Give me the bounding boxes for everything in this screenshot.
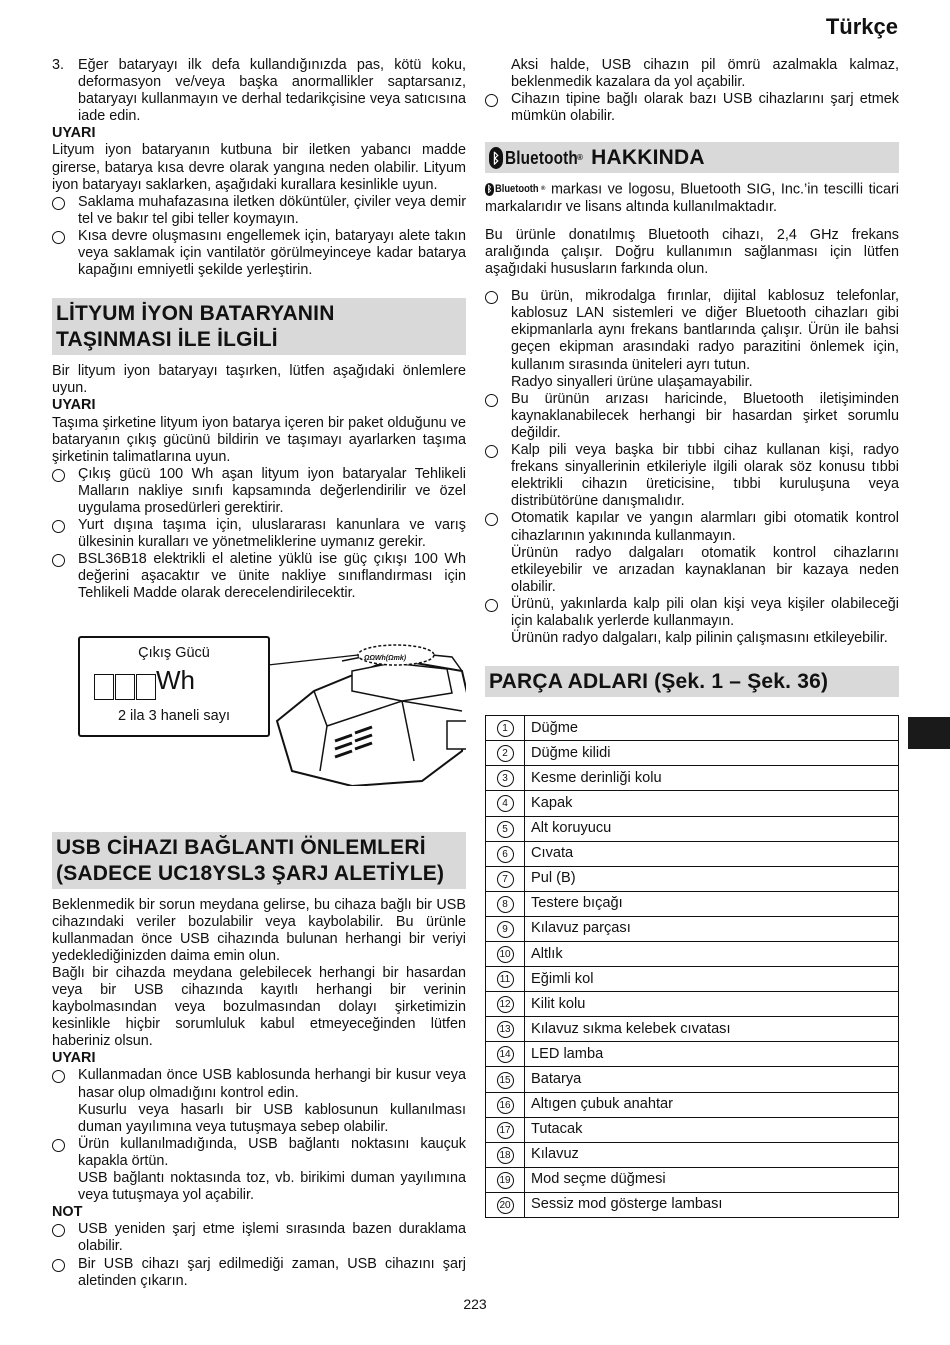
table-row xyxy=(486,816,899,841)
heading-line: (SADECE UC18YSL3 ŞARJ ALETİYLE) xyxy=(56,861,445,885)
section-heading-part-names: PARÇA ADLARI (Şek. 1 – Şek. 36) xyxy=(485,666,899,697)
bullet-item xyxy=(52,466,466,517)
part-number: 7 xyxy=(497,871,514,888)
bullet-circle-icon xyxy=(52,1139,65,1152)
part-name: LED lamba xyxy=(525,1042,899,1067)
bullet-circle-icon xyxy=(485,291,498,304)
table-row xyxy=(486,1142,899,1167)
part-name: Kılavuz xyxy=(525,1142,899,1167)
usb-paragraph-2: Bağlı bir cihazda meydana gelebilecek herhangi bir hasardan veya bir USB cihazında kayıtlı herhangi bir verinin kaybolmasından veya bozulmasından dolayı şirketimizin kesinlikle hiçbir sorumluluk kabul etmeyeceğinden lütfen haberiniz olsun. xyxy=(52,964,466,1050)
part-number-cell xyxy=(486,1042,525,1067)
bullet-text: Bu ürünün arızası haricinde, Bluetooth iletişiminden kaynaklanabilecek herhangi bir hasardan şirket sorumlu değildir. xyxy=(511,390,899,441)
item-number: 3. xyxy=(52,57,65,73)
part-number-cell xyxy=(486,1142,525,1167)
trademark-text: markası ve logosu, Bluetooth SIG, Inc.’in tescilli ticari markalarıdır ve lisans altında kullanılmaktadır. xyxy=(485,181,899,215)
part-number: 11 xyxy=(497,971,514,988)
part-number-cell xyxy=(486,866,525,891)
bullet-text: Yurt dışına taşıma için, uluslararası kanunlara ve varış ülkesinin kuralları ve yönetmeliklerine uymanız gerekir. xyxy=(78,517,466,551)
part-number: 18 xyxy=(497,1147,514,1164)
part-name: Pul (B) xyxy=(525,866,899,891)
part-name: Alt koruyucu xyxy=(525,816,899,841)
bullet-text: Çıkış gücü 100 Wh aşan lityum iyon bataryalar Tehlikeli Malların nakliye sınıfı kapsamında değerlendirilir ve özel uygulama prosedürleri gerektirir. xyxy=(78,465,466,516)
heading-line: USB CİHAZI BAĞLANTI ÖNLEMLERİ xyxy=(56,835,426,859)
table-row xyxy=(486,942,899,967)
part-number: 20 xyxy=(497,1197,514,1214)
digit-box xyxy=(136,674,156,700)
bullet-text: Kısa devre oluşmasını engellemek için, bataryayı alete takın veya saklamak için vantilatör görülmeyinceye kadar batarya kapağını emniyetli şekilde yerleştirin. xyxy=(78,227,466,279)
parts-table xyxy=(485,715,899,1218)
digit-box xyxy=(115,674,135,700)
part-number: 3 xyxy=(497,770,514,787)
bullet-text: Saklama muhafazasına iletken döküntüler, çiviler veya demir tel ve bakır tel gibi teller koymayın. xyxy=(78,193,466,227)
bullet-text: Bu ürün, mikrodalga fırınlar, dijital kablosuz telefonlar, kablosuz LAN sistemleri ve diğer Bluetooth cihazları gibi ekipmanlarla aynı frekans bantlarında çalışır. Ürün ile bahsi geçen ekipman arasındaki radyo parazitini önlemek için, kullanım sırasında üniteleri ayrı tutun. xyxy=(511,288,899,373)
part-name: Cıvata xyxy=(525,841,899,866)
callout-title: Çıkış Gücü xyxy=(138,644,210,661)
part-number-cell xyxy=(486,716,525,741)
bullet-item xyxy=(485,596,899,630)
bullet-item xyxy=(52,551,466,602)
usb-paragraph-1: Beklenmedik bir sorun meydana gelirse, bu cihaza bağlı bir USB cihazındaki veriler bozulabilir veya kaybolabilir. Bu ürünle kullanmadan önce USB cihazında bulunan herhangi bir veriyi yedeklediğinizden daima emin olun. xyxy=(52,896,466,964)
bullet-text: Kalp pili veya başka bir tıbbi cihaz kullanan kişi, radyo frekans sinyallerinin etkileriyle ilgili olarak söz konusu tıbbi elektrikli cihazın üreticisine, tıbbi kuruluşuna veya distribütörüne danışmalıdır. xyxy=(511,442,899,510)
bullet-item xyxy=(485,391,899,442)
bluetooth-wordmark: Bluetooth xyxy=(505,148,578,169)
part-name: Düğme xyxy=(525,716,899,741)
bullet-item xyxy=(52,1256,466,1290)
part-name: Kılavuz sıkma kelebek cıvatası xyxy=(525,1017,899,1042)
table-row xyxy=(486,967,899,992)
table-row xyxy=(486,1192,899,1217)
part-number: 4 xyxy=(497,795,514,812)
part-name: Sessiz mod gösterge lambası xyxy=(525,1192,899,1217)
table-row xyxy=(486,766,899,791)
bullet-subtext: Ürünün radyo dalgaları otomatik kontrol cihazlarını etkileyebilir ve arızadan kaynaklanan bir kazaya neden olabilir. xyxy=(511,544,899,595)
warning-label: UYARI xyxy=(52,1050,96,1067)
note-label: NOT xyxy=(52,1204,83,1221)
warning-label: UYARI xyxy=(52,125,96,142)
part-number-cell xyxy=(486,1167,525,1192)
table-row xyxy=(486,741,899,766)
warning-text: Lityum iyon bataryanın kutbuna bir iletken yabancı madde girerse, batarya kısa devre olarak yangına neden olabilir. Lityum iyon bataryayı saklarken, aşağıdaki kurallara kesinlikle uyun. xyxy=(52,142,466,193)
item-text: Eğer bataryayı ilk defa kullandığınızda pas, kötü koku, deformasyon ve/veya başka anormallikler saptarsanız, bataryayı kullanmayın ve derhal tedarikçisine veya satıcısına iade edin. xyxy=(78,57,466,125)
part-name: Batarya xyxy=(525,1067,899,1092)
numbered-item-3 xyxy=(52,57,466,125)
right-column xyxy=(485,57,899,1218)
part-name: Tutacak xyxy=(525,1117,899,1142)
table-row xyxy=(486,992,899,1017)
registered-mark: ® xyxy=(541,186,546,193)
bluetooth-trademark-paragraph xyxy=(485,181,899,216)
registered-mark: ® xyxy=(577,153,584,163)
part-name: Mod seçme düğmesi xyxy=(525,1167,899,1192)
bullet-subtext: Kusurlu veya hasarlı bir USB kablosunun kullanılması duman yayılımına veya tutuşmaya sebep olabilir. xyxy=(78,1101,466,1135)
bullet-circle-icon xyxy=(485,94,498,107)
bullet-subtext: Ürünün radyo dalgaları, kalp pilinin çalışmasını etkileyebilir. xyxy=(511,630,888,647)
bullet-text: Bir USB cihazı şarj edilmediği zaman, USB cihazını şarj aletinden çıkarın. xyxy=(78,1255,466,1289)
bullet-circle-icon xyxy=(485,445,498,458)
part-number: 13 xyxy=(497,1021,514,1038)
bullet-circle-icon xyxy=(52,469,65,482)
part-number-cell xyxy=(486,992,525,1017)
part-number-cell xyxy=(486,916,525,941)
part-name: Testere bıçağı xyxy=(525,891,899,916)
bullet-circle-icon xyxy=(52,1070,65,1083)
language-label: Türkçe xyxy=(825,14,898,39)
part-number: 19 xyxy=(497,1172,514,1189)
part-number-cell xyxy=(486,841,525,866)
left-column xyxy=(52,57,466,1290)
table-row xyxy=(486,916,899,941)
language-tab-marker xyxy=(908,717,950,749)
bullet-circle-icon xyxy=(52,554,65,567)
part-number-cell xyxy=(486,741,525,766)
bullet-text: Ürün kullanılmadığında, USB bağlantı noktasını kauçuk kapakla örtün. xyxy=(78,1135,466,1169)
table-row xyxy=(486,791,899,816)
bullet-item xyxy=(485,288,899,373)
part-name: Düğme kilidi xyxy=(525,741,899,766)
section-intro: Bir lityum iyon bataryayı taşırken, lütfen aşağıdaki önlemlere uyun. xyxy=(52,363,466,397)
part-number-cell xyxy=(486,1192,525,1217)
bullet-item xyxy=(52,1136,466,1170)
part-name: Kılavuz parçası xyxy=(525,916,899,941)
part-number-cell xyxy=(486,816,525,841)
part-number: 15 xyxy=(497,1072,514,1089)
callout-caption: 2 ila 3 haneli sayı xyxy=(117,707,231,724)
warning-text: Taşıma şirketine lityum iyon batarya içeren bir paket olduğunu ve bataryanın çıkış gücünü bildirin ve taşımayı ayarlarken taşıma şirketinin talimatlarına uyun. xyxy=(52,414,466,465)
table-row xyxy=(486,1117,899,1142)
part-number: 1 xyxy=(497,720,514,737)
continued-text: Aksi halde, USB cihazın pil ömrü azalmakla kalmaz, beklenmedik kazalara da yol açabilir. xyxy=(511,57,899,91)
part-number: 5 xyxy=(497,821,514,838)
part-name: Kesme derinliği kolu xyxy=(525,766,899,791)
bluetooth-icon: ᛒ xyxy=(489,147,503,169)
part-number: 9 xyxy=(497,921,514,938)
bullet-item xyxy=(485,442,899,510)
digit-box xyxy=(94,674,114,700)
battery-figure xyxy=(52,631,466,781)
table-row xyxy=(486,891,899,916)
table-row xyxy=(486,1067,899,1092)
bullet-item xyxy=(52,1221,466,1255)
bluetooth-logo-inline xyxy=(485,181,545,198)
part-number-cell xyxy=(486,791,525,816)
table-row xyxy=(486,866,899,891)
part-number-cell xyxy=(486,1117,525,1142)
table-row xyxy=(486,716,899,741)
part-number: 16 xyxy=(497,1097,514,1114)
bullet-text: Otomatik kapılar ve yangın alarmları gibi otomatik kontrol cihazlarının yakınında kullanmayın. xyxy=(511,510,899,544)
section-heading-lithium-transport xyxy=(52,298,466,355)
part-number-cell xyxy=(486,891,525,916)
part-name: Altlık xyxy=(525,942,899,967)
bullet-subtext: Radyo sinyalleri ürüne ulaşamayabilir. xyxy=(511,373,753,390)
bullet-circle-icon xyxy=(52,1259,65,1272)
bullet-circle-icon xyxy=(485,599,498,612)
section-heading-usb xyxy=(52,832,466,889)
part-number: 17 xyxy=(497,1122,514,1139)
bullet-item xyxy=(485,510,899,544)
output-power-callout xyxy=(78,636,270,737)
bullet-item xyxy=(52,1067,466,1101)
part-number: 6 xyxy=(497,846,514,863)
part-number-cell xyxy=(486,967,525,992)
bullet-text: Cihazın tipine bağlı olarak bazı USB cihazlarını şarj etmek mümkün olabilir. xyxy=(511,91,899,125)
bullet-item xyxy=(52,517,466,551)
section-heading-bluetooth xyxy=(485,142,899,173)
bullet-circle-icon xyxy=(485,513,498,526)
part-number: 14 xyxy=(497,1046,514,1063)
bullet-subtext: USB bağlantı noktasında toz, vb. birikimi duman yayılımına veya tutuşmaya yol açabilir. xyxy=(78,1170,466,1204)
bullet-text: USB yeniden şarj etme işlemi sırasında bazen duraklama olabilir. xyxy=(78,1221,466,1255)
bullet-item xyxy=(52,228,466,279)
part-number-cell xyxy=(486,766,525,791)
table-row xyxy=(486,841,899,866)
bullet-circle-icon xyxy=(485,394,498,407)
heading-line: LİTYUM İYON BATARYANIN xyxy=(56,302,335,326)
bullet-circle-icon xyxy=(52,520,65,533)
part-number: 2 xyxy=(497,745,514,762)
bullet-text: Ürünü, yakınlarda kalp pili olan kişi veya kişiler olabileceği için kalabalık yerlerde kullanmayın. xyxy=(511,595,899,629)
page-number: 223 xyxy=(463,1296,487,1312)
table-row xyxy=(486,1167,899,1192)
part-name: Altıgen çubuk anahtar xyxy=(525,1092,899,1117)
table-row xyxy=(486,1092,899,1117)
bullet-circle-icon xyxy=(52,231,65,244)
part-name: Kapak xyxy=(525,791,899,816)
part-name: Eğimli kol xyxy=(525,967,899,992)
heading-line: TAŞINMASI İLE İLGİLİ xyxy=(56,328,278,352)
part-number-cell xyxy=(486,942,525,967)
bullet-circle-icon xyxy=(52,197,65,210)
bullet-item xyxy=(52,194,466,228)
bullet-item xyxy=(485,91,899,125)
bluetooth-intro: Bu ürünle donatılmış Bluetooth cihazı, 2,4 GHz frekans aralığında çalışır. Doğru kullanımın sağlanması için lütfen aşağıdaki hususların farkında olun. xyxy=(485,226,899,278)
bluetooth-logo xyxy=(489,145,583,171)
bluetooth-icon: ᛒ xyxy=(486,184,493,195)
bluetooth-wordmark: Bluetooth xyxy=(495,183,539,196)
bullet-circle-icon xyxy=(52,1224,65,1237)
warning-label: UYARI xyxy=(52,397,96,414)
table-row xyxy=(486,1042,899,1067)
part-number: 8 xyxy=(497,896,514,913)
part-number-cell xyxy=(486,1067,525,1092)
heading-text: HAKKINDA xyxy=(591,146,705,170)
bullet-text: Kullanmadan önce USB kablosunda herhangi bir kusur veya hasar olup olmadığını kontrol edin. xyxy=(78,1067,466,1101)
unit-label: Wh xyxy=(156,664,195,695)
battery-label: ΩΩWh(Ωmk) xyxy=(364,654,407,662)
bullet-text: BSL36B18 elektrikli el aletine yüklü ise güç çıkışı 100 Wh değerini aşacaktır ve ünite nakliye sınıflandırması için Tehlikeli Madde olarak derecelendirilecektir. xyxy=(78,551,466,602)
part-name: Kilit kolu xyxy=(525,992,899,1017)
part-number: 10 xyxy=(497,946,514,963)
part-number-cell xyxy=(486,1017,525,1042)
part-number-cell xyxy=(486,1092,525,1117)
part-number: 12 xyxy=(497,996,514,1013)
table-row xyxy=(486,1017,899,1042)
